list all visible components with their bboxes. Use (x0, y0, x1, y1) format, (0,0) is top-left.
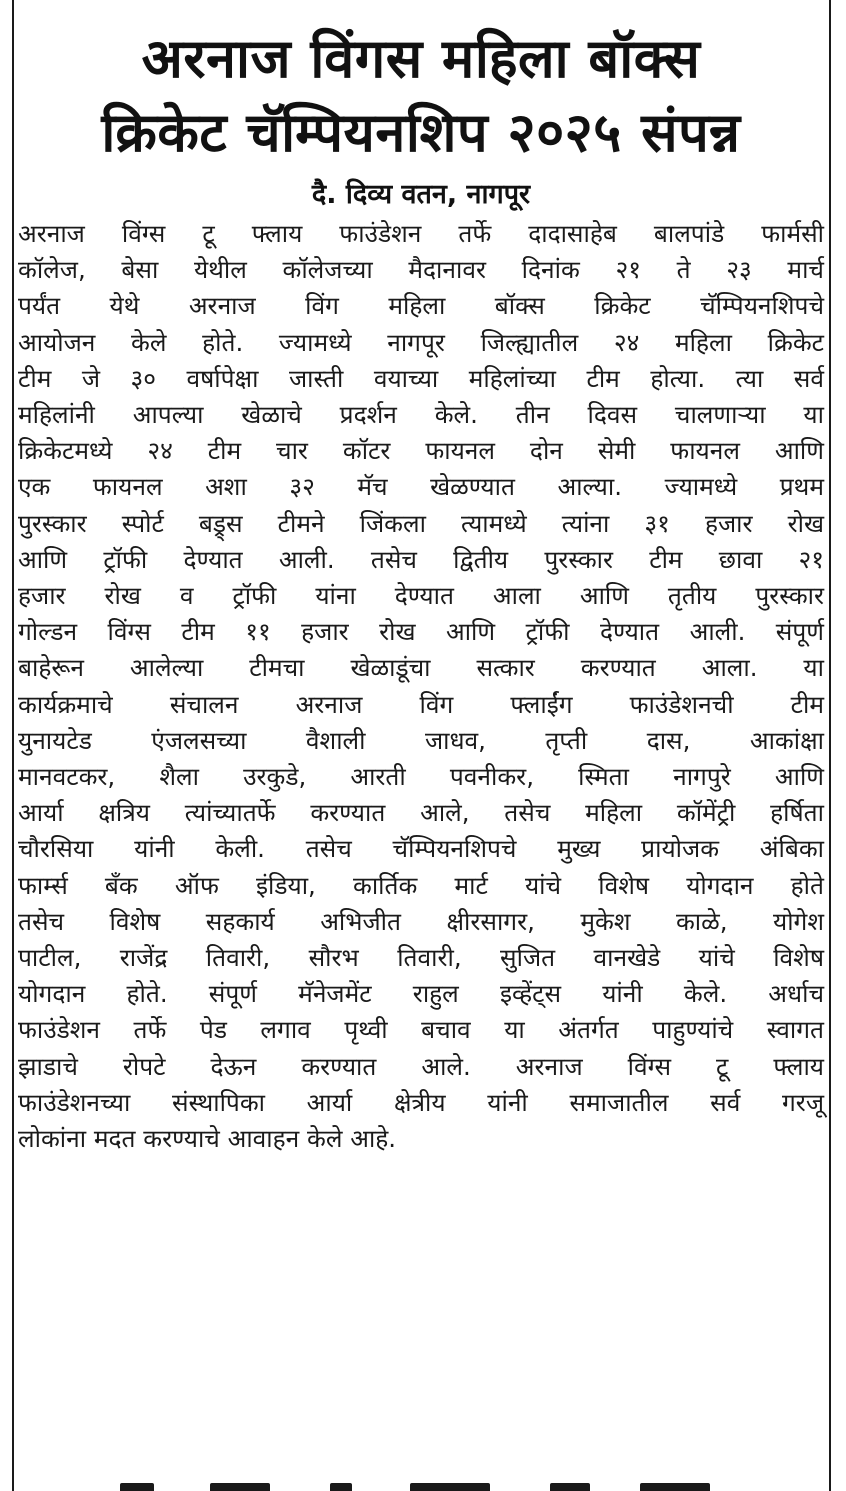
body-line: गोल्डन विंग्स टीम ११ हजार रोख आणि ट्रॉफी देण्यात आली. संपूर्ण (18, 617, 824, 647)
body-line: क्रिकेटमध्ये २४ टीम चार कॉटर फायनल दोन सेमी फायनल आणि (18, 436, 824, 466)
body-line: पाटील, राजेंद्र तिवारी, सौरभ तिवारी, सुजित वानखेडे यांचे विशेष (18, 943, 824, 973)
body-line: फाउंडेशन तर्फे पेड लगाव पृथ्वी बचाव या अंतर्गत पाहुण्यांचे स्वागत (18, 1015, 824, 1045)
body-line: पर्यंत येथे अरनाज विंग महिला बॉक्स क्रिकेट चॅम्पियनशिपचे (18, 291, 824, 321)
body-line: पुरस्कार स्पोर्ट बड्र्स टीमने जिंकला त्यामध्ये त्यांना ३१ हजार रोख (18, 508, 824, 538)
column-rule-left (12, 0, 14, 1491)
body-line: हजार रोख व ट्रॉफी यांना देण्यात आला आणि तृतीय पुरस्कार (18, 581, 824, 611)
body-line: आर्या क्षत्रिय त्यांच्यातर्फे करण्यात आले, तसेच महिला कॉमेंट्री हर्षिता (18, 798, 824, 828)
article-body (18, 216, 824, 1157)
body-line: एक फायनल अशा ३२ मॅच खेळण्यात आल्या. ज्यामध्ये प्रथम (18, 472, 824, 502)
body-line: फार्म्स बँक ऑफ इंडिया, कार्तिक मार्ट यांचे विशेष योगदान होते (18, 870, 824, 900)
body-line: मानवटकर, शैला उरकुडे, आरती पवनीकर, स्मिता नागपुरे आणि (18, 762, 824, 792)
body-line: योगदान होते. संपूर्ण मॅनेजमेंट राहुल इव्हेंट्स यांनी केले. अर्धाच (18, 979, 824, 1009)
body-line: टीम जे ३० वर्षापेक्षा जास्ती वयाच्या महिलांच्या टीम होत्या. त्या सर्व (18, 363, 824, 393)
body-line: तसेच विशेष सहकार्य अभिजीत क्षीरसागर, मुकेश काळे, योगेश (18, 906, 824, 936)
body-line: महिलांनी आपल्या खेळाचे प्रदर्शन केले. तीन दिवस चालणाऱ्या या (18, 400, 824, 430)
body-line: अरनाज विंग्स टू फ्लाय फाउंडेशन तर्फे दादासाहेब बालपांडे फार्मसी (18, 219, 824, 248)
body-line: बाहेरून आलेल्या टीमचा खेळाडूंचा सत्कार करण्यात आला. या (18, 653, 824, 683)
body-line: आयोजन केले होते. ज्यामध्ये नागपूर जिल्ह्यातील २४ महिला क्रिकेट (18, 327, 824, 357)
body-line: युनायटेड एंजलसच्या वैशाली जाधव, तृप्ती दास, आकांक्षा (18, 725, 824, 755)
next-headline-cut-off (80, 1480, 800, 1491)
headline (18, 22, 824, 170)
headline-line-2: क्रिकेट चॅम्पियनशिप २०२५ संपन्न (101, 101, 741, 164)
headline-line-1: अरनाज विंगस महिला बॉक्स (141, 27, 701, 90)
body-line: झाडाचे रोपटे देऊन करण्यात आले. अरनाज विंग्स टू फ्लाय (18, 1051, 824, 1081)
body-line: चौरसिया यांनी केली. तसेच चॅम्पियनशिपचे मुख्य प्रायोजक अंबिका (18, 834, 824, 864)
body-line: कॉलेज, बेसा येथील कॉलेजच्या मैदानावर दिनांक २१ ते २३ मार्च (18, 255, 824, 285)
body-line-last: लोकांना मदत करण्याचे आवाहन केले आहे. (18, 1124, 397, 1154)
body-line: आणि ट्रॉफी देण्यात आली. तसेच द्वितीय पुरस्कार टीम छावा २१ (18, 544, 824, 574)
column-rule-right (829, 0, 831, 1491)
news-article (18, 22, 824, 1157)
body-line: फाउंडेशनच्या संस्थापिका आर्या क्षेत्रीय यांनी समाजातील सर्व गरजू (18, 1087, 824, 1117)
byline: दै. दिव्य वतन, नागपूर (311, 179, 531, 210)
body-line: कार्यक्रमाचे संचालन अरनाज विंग फ्लाईंग फाउंडेशनची टीम (18, 689, 824, 719)
